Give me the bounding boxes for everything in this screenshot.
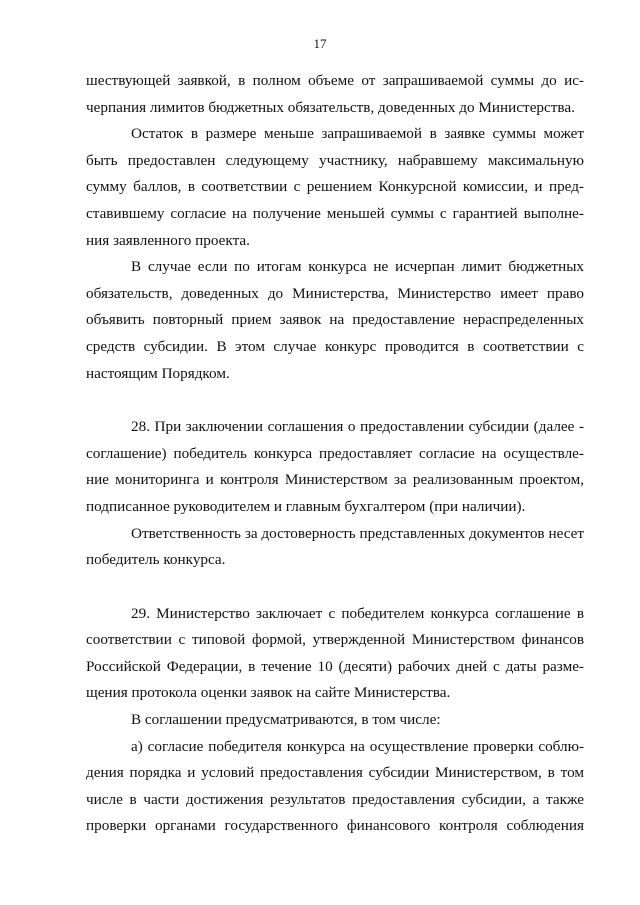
paragraph-spacer [86, 574, 584, 601]
text-line: подписанное руководителем и главным бухгалтером (при наличии). [86, 497, 526, 515]
text-line: победитель конкурса. [86, 551, 226, 569]
paragraph [86, 254, 584, 387]
text-line: Ответственность за достоверность представленных документов несет [131, 524, 584, 542]
text-line: обязательств, доведенных до Министерства, Министерство имеет право [86, 284, 584, 302]
text-line: ния заявленного проекта. [86, 231, 250, 249]
text-line: соглашение) победитель конкурса предоставляет согласие на осуществле- [86, 444, 584, 462]
paragraph [86, 734, 584, 840]
paragraph [86, 121, 584, 254]
text-line: щения протокола оценки заявок на сайте Министерства. [86, 684, 451, 702]
text-line: а) согласие победителя конкурса на осуществление проверки соблю- [131, 737, 584, 755]
text-line: 28. При заключении соглашения о предоставлении субсидии (далее - [131, 418, 584, 436]
text-line: объявить повторный прием заявок на предоставление нераспределенных [86, 311, 584, 329]
text-line: числе в части достижения результатов предоставления субсидии, а также [86, 790, 584, 808]
text-line: Российской Федерации, в течение 10 (десяти) рабочих дней с даты разме- [86, 657, 584, 675]
text-line: средств субсидии. В этом случае конкурс проводится в соответствии с [86, 337, 584, 355]
text-line: ставившему согласие на получение меньшей суммы с гарантией выполне- [86, 204, 584, 222]
paragraph [86, 68, 584, 121]
paragraph-spacer [86, 387, 584, 414]
paragraph [86, 601, 584, 707]
text-line: проверки органами государственного финансового контроля соблюдения [86, 817, 584, 835]
text-line: дения порядка и условий предоставления субсидии Министерством, в том [86, 764, 584, 782]
text-line: Остаток в размере меньше запрашиваемой в заявке суммы может [131, 125, 584, 143]
text-line: 29. Министерство заключает с победителем конкурса соглашение в [131, 604, 584, 622]
text-line: сумму баллов, в соответствии с решением Конкурсной комиссии, и пред- [86, 178, 584, 196]
document-body [86, 68, 584, 840]
paragraph [86, 707, 584, 734]
text-line: соответствии с типовой формой, утвержденной Министерством финансов [86, 631, 584, 649]
text-line: настоящим Порядком. [86, 364, 230, 382]
text-line: ние мониторинга и контроля Министерством за реализованным проектом, [86, 471, 584, 489]
text-line: В соглашении предусматриваются, в том числе: [131, 711, 441, 729]
text-line: быть предоставлен следующему участнику, набравшему максимальную [86, 151, 584, 169]
paragraph [86, 521, 584, 574]
page-number: 17 [313, 36, 327, 51]
text-line: В случае если по итогам конкурса не исчерпан лимит бюджетных [131, 258, 584, 276]
text-line: шествующей заявкой, в полном объеме от запрашиваемой суммы до ис- [86, 72, 584, 89]
paragraph [86, 414, 584, 520]
text-line: черпания лимитов бюджетных обязательств, доведенных до Министерства. [86, 98, 575, 116]
